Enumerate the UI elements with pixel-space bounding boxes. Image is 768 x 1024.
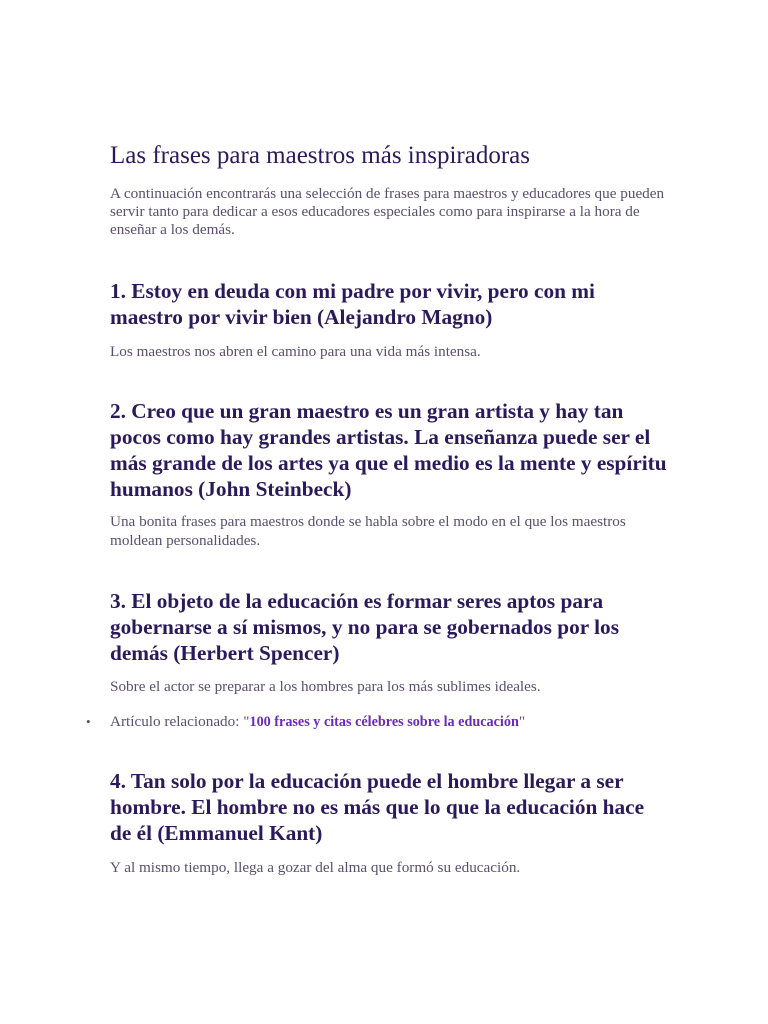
related-article-link[interactable]: 100 frases y citas célebres sobre la educación bbox=[249, 714, 519, 730]
quote-heading-4: 4. Tan solo por la educación puede el hombre llegar a ser hombre. El hombre no es más que lo que la educación hace de él (Emmanuel Kant) bbox=[110, 769, 645, 845]
related-suffix: " bbox=[518, 713, 526, 730]
quote-comment-2: Una bonita frases para maestros donde se habla sobre el modo en el que los maestros moldean personalidades. bbox=[110, 513, 626, 549]
article-title: Las frases para maestros más inspiradoras bbox=[110, 142, 530, 169]
quote-comment-3: Sobre el actor se preparar a los hombres para los más sublimes ideales. bbox=[110, 678, 541, 695]
quote-heading-2: 2. Creo que un gran maestro es un gran artista y hay tan pocos como hay grandes artistas. La enseñanza puede ser el más grande de los artes ya que el medio es la mente y espíritu humanos (John Steinbeck) bbox=[110, 399, 667, 501]
quote-comment-1: Los maestros nos abren el camino para una vida más intensa. bbox=[110, 343, 481, 360]
related-prefix: Artículo relacionado: " bbox=[110, 713, 250, 730]
bullet-icon: • bbox=[86, 714, 91, 729]
related-article bbox=[110, 712, 690, 732]
quote-heading-1: 1. Estoy en deuda con mi padre por vivir, pero con mi maestro por vivir bien (Alejandro Magno) bbox=[110, 279, 595, 329]
quote-comment-4: Y al mismo tiempo, llega a gozar del alma que formó su educación. bbox=[110, 859, 521, 876]
quote-heading-3: 3. El objeto de la educación es formar seres aptos para gobernarse a sí mismos, y no para se gobernados por los demás (Herbert Spencer) bbox=[110, 589, 619, 665]
intro-paragraph: A continuación encontrarás una selección de frases para maestros y educadores que pueden servir tanto para dedicar a esos educadores especiales como para inspirarse a la hora de enseñar a los demás. bbox=[110, 185, 665, 238]
